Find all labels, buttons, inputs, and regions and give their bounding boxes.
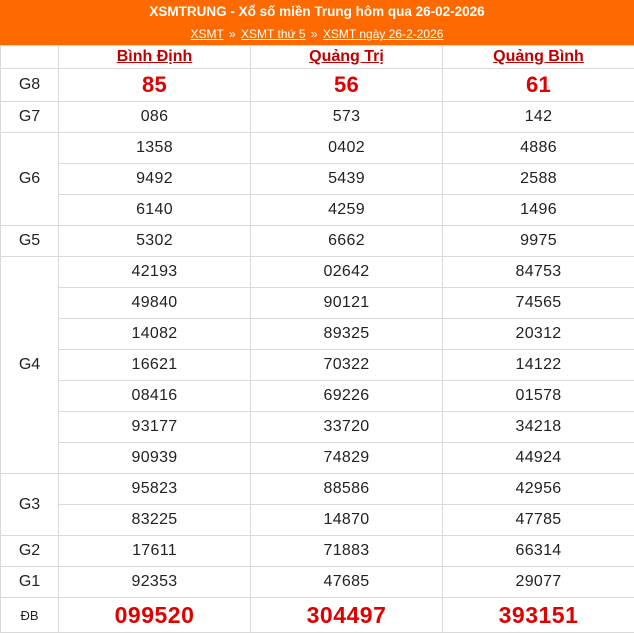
- table-row-g3-1: [1, 474, 634, 505]
- table-row-g4-7: [1, 443, 634, 474]
- g4-quang-binh-6: 34218: [443, 412, 634, 443]
- g1-binh-dinh: 92353: [59, 567, 251, 598]
- g3-quang-tri-1: 88586: [251, 474, 443, 505]
- g4-quang-tri-1: 02642: [251, 257, 443, 288]
- g4-quang-tri-4: 70322: [251, 350, 443, 381]
- g6-quang-binh-3: 1496: [443, 195, 634, 226]
- table-row-g7: [1, 102, 634, 133]
- g4-binh-dinh-4: 16621: [59, 350, 251, 381]
- table-row-g2: [1, 536, 634, 567]
- g4-quang-binh-4: 14122: [443, 350, 634, 381]
- g6-binh-dinh-1: 1358: [59, 133, 251, 164]
- g4-binh-dinh-3: 14082: [59, 319, 251, 350]
- lottery-result-table: [0, 45, 634, 633]
- province-header-quang-tri: Quảng Trị: [251, 46, 443, 69]
- g6-quang-binh-2: 2588: [443, 164, 634, 195]
- g4-quang-tri-2: 90121: [251, 288, 443, 319]
- g7-quang-binh: 142: [443, 102, 634, 133]
- prize-label-g1: G1: [1, 567, 59, 598]
- page-title: XSMTRUNG - Xổ số miền Trung hôm qua 26-02-2026: [0, 0, 634, 24]
- db-quang-binh: 393151: [443, 598, 634, 633]
- table-row-g4-4: [1, 350, 634, 381]
- g6-binh-dinh-3: 6140: [59, 195, 251, 226]
- table-row-g8: [1, 69, 634, 102]
- g4-binh-dinh-2: 49840: [59, 288, 251, 319]
- table-row-g1: [1, 567, 634, 598]
- g2-quang-tri: 71883: [251, 536, 443, 567]
- province-header-quang-binh: Quảng Bình: [443, 46, 634, 69]
- prize-label-g4: G4: [1, 257, 59, 474]
- g4-quang-binh-1: 84753: [443, 257, 634, 288]
- table-row-db: [1, 598, 634, 633]
- prize-label-db: ĐB: [1, 598, 59, 633]
- g6-quang-tri-3: 4259: [251, 195, 443, 226]
- table-row-g6-1: [1, 133, 634, 164]
- g7-quang-tri: 573: [251, 102, 443, 133]
- g5-quang-binh: 9975: [443, 226, 634, 257]
- g4-quang-binh-5: 01578: [443, 381, 634, 412]
- g7-binh-dinh: 086: [59, 102, 251, 133]
- table-row-g5: [1, 226, 634, 257]
- g3-quang-binh-1: 42956: [443, 474, 634, 505]
- g4-binh-dinh-7: 90939: [59, 443, 251, 474]
- g4-binh-dinh-6: 93177: [59, 412, 251, 443]
- breadcrumb-separator-2: »: [309, 27, 320, 41]
- breadcrumb-item-1[interactable]: XSMT: [191, 27, 224, 41]
- g4-quang-tri-6: 33720: [251, 412, 443, 443]
- g1-quang-binh: 29077: [443, 567, 634, 598]
- g4-binh-dinh-5: 08416: [59, 381, 251, 412]
- g4-quang-tri-7: 74829: [251, 443, 443, 474]
- prize-label-g6: G6: [1, 133, 59, 226]
- g3-quang-tri-2: 14870: [251, 505, 443, 536]
- province-header-binh-dinh: Bình Định: [59, 46, 251, 69]
- table-row-g4-3: [1, 319, 634, 350]
- prize-label-g8: G8: [1, 69, 59, 102]
- g4-quang-binh-7: 44924: [443, 443, 634, 474]
- db-quang-tri: 304497: [251, 598, 443, 633]
- breadcrumb-separator-1: »: [227, 27, 238, 41]
- table-row-g4-6: [1, 412, 634, 443]
- g8-quang-tri: 56: [251, 69, 443, 102]
- g2-quang-binh: 66314: [443, 536, 634, 567]
- g6-quang-binh-1: 4886: [443, 133, 634, 164]
- g6-quang-tri-2: 5439: [251, 164, 443, 195]
- table-row-g6-2: [1, 164, 634, 195]
- g4-quang-tri-3: 89325: [251, 319, 443, 350]
- prize-column-header: [1, 46, 59, 69]
- g4-quang-tri-5: 69226: [251, 381, 443, 412]
- g4-quang-binh-2: 74565: [443, 288, 634, 319]
- prize-label-g5: G5: [1, 226, 59, 257]
- g2-binh-dinh: 17611: [59, 536, 251, 567]
- g3-binh-dinh-1: 95823: [59, 474, 251, 505]
- g5-binh-dinh: 5302: [59, 226, 251, 257]
- g8-binh-dinh: 85: [59, 69, 251, 102]
- prize-label-g7: G7: [1, 102, 59, 133]
- table-row-g4-5: [1, 381, 634, 412]
- table-row-g4-2: [1, 288, 634, 319]
- g6-quang-tri-1: 0402: [251, 133, 443, 164]
- prize-label-g3: G3: [1, 474, 59, 536]
- prize-label-g2: G2: [1, 536, 59, 567]
- table-header-row: [1, 46, 634, 69]
- g3-quang-binh-2: 47785: [443, 505, 634, 536]
- table-row-g6-3: [1, 195, 634, 226]
- table-row-g3-2: [1, 505, 634, 536]
- g5-quang-tri: 6662: [251, 226, 443, 257]
- g8-quang-binh: 61: [443, 69, 634, 102]
- g3-binh-dinh-2: 83225: [59, 505, 251, 536]
- breadcrumb-item-3[interactable]: XSMT ngày 26-2-2026: [323, 27, 444, 41]
- table-row-g4-1: [1, 257, 634, 288]
- g1-quang-tri: 47685: [251, 567, 443, 598]
- g4-quang-binh-3: 20312: [443, 319, 634, 350]
- g4-binh-dinh-1: 42193: [59, 257, 251, 288]
- db-binh-dinh: 099520: [59, 598, 251, 633]
- breadcrumb-item-2[interactable]: XSMT thứ 5: [241, 27, 306, 41]
- g6-binh-dinh-2: 9492: [59, 164, 251, 195]
- breadcrumb: [0, 24, 634, 45]
